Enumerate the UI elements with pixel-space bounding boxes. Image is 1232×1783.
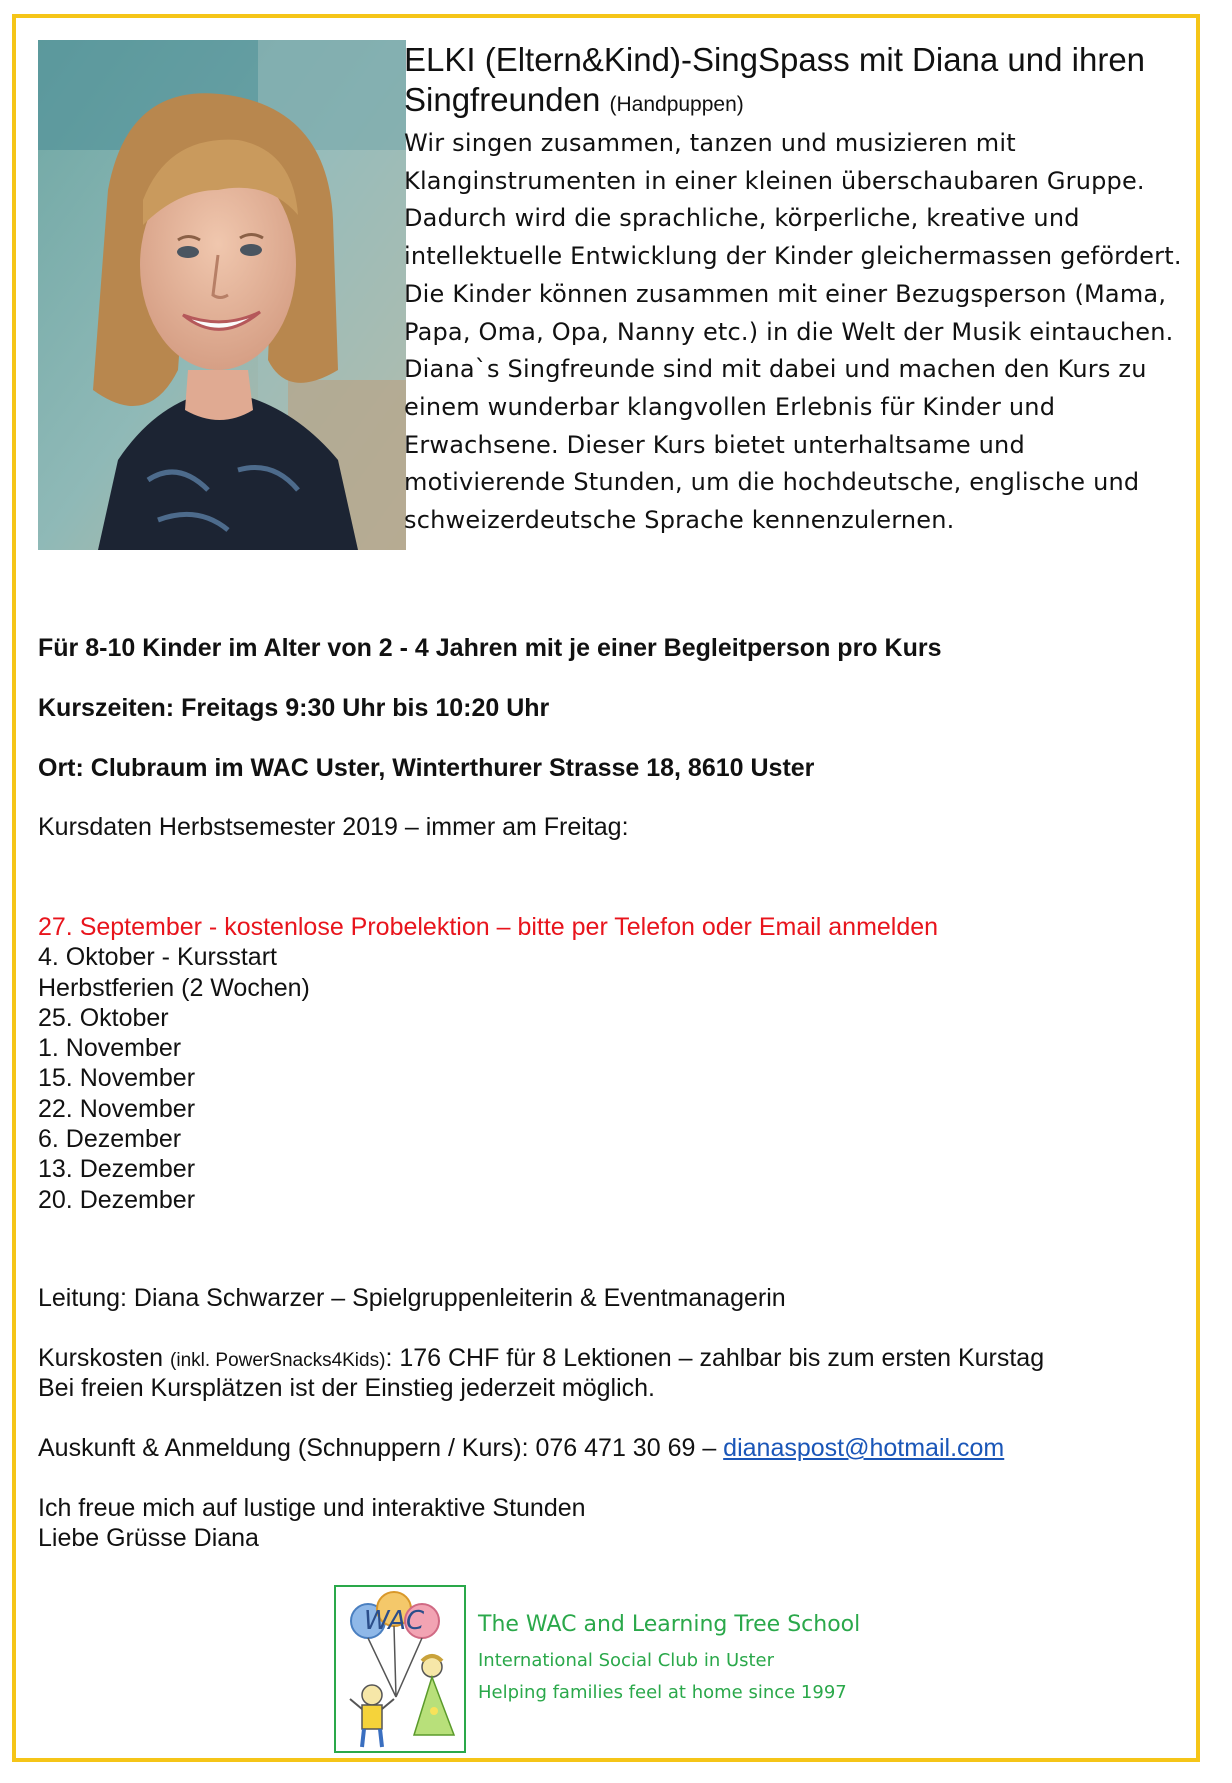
closing-line-2: Liebe Grüsse Diana <box>38 1524 259 1552</box>
course-description: Wir singen zusammen, tanzen und musizieren mit Klanginstrumenten in einer kleinen überschaubaren Gruppe. Dadurch wird die sprachliche, körperliche, kreative und intellektuelle Entwicklung der Kinder gleichermassen gefördert. Die Kinder können zusammen mit einer Bezugsperson (Mama, Papa, Oma, Opa, Nanny etc.) in die Welt der Musik eintauchen. Diana`s Singfreunde sind mit dabei und machen den Kurs zu einem wunderbar klangvollen Erlebnis für Kinder und Erwachsene. Dieser Kurs bietet unterhaltsame und motivierende Stunden, um die hochdeutsche, englische und schweizerdeutsche Sprache kennenzulernen. <box>404 129 1182 535</box>
course-location: Ort: Clubraum im WAC Uster, Winterthurer Strasse 18, 8610 Uster <box>38 754 815 782</box>
entry-note: Bei freien Kursplätzen ist der Einstieg jederzeit möglich. <box>38 1374 655 1402</box>
closing-line-1: Ich freue mich auf lustige und interaktive Stunden <box>38 1494 586 1522</box>
contact-line <box>38 1434 1004 1463</box>
course-title-note: (Handpuppen) <box>609 93 744 116</box>
course-cost <box>38 1344 1044 1373</box>
date-item: 25. Oktober <box>38 1003 169 1032</box>
cost-label: Kurskosten <box>38 1344 164 1372</box>
audience-line: Für 8-10 Kinder im Alter von 2 - 4 Jahren mit je einer Begleitperson pro Kurs <box>38 634 942 662</box>
school-subtitle: International Social Club in Uster <box>478 1650 775 1671</box>
flyer-page <box>12 14 1200 1762</box>
trial-lesson-date: 27. September - kostenlose Probelektion – bitte per Telefon oder Email anmelden <box>38 913 939 941</box>
cost-note: (inkl. PowerSnacks4Kids) <box>170 1350 386 1371</box>
date-item: 4. Oktober - Kursstart <box>38 943 277 972</box>
school-tagline: Helping families feel at home since 1997 <box>478 1682 847 1703</box>
portrait-photo <box>38 40 406 550</box>
date-item: 22. November <box>38 1094 196 1123</box>
date-item: 20. Dezember <box>38 1185 196 1214</box>
date-item: 1. November <box>38 1034 182 1063</box>
school-name: The WAC and Learning Tree School <box>478 1612 861 1637</box>
wac-logo <box>334 1585 466 1753</box>
dates-heading: Kursdaten Herbstsemester 2019 – immer am Freitag: <box>38 813 629 841</box>
email-link[interactable]: dianaspost@hotmail.com <box>723 1434 1005 1462</box>
course-title <box>404 40 1204 125</box>
logo-badge-text: WAC <box>363 1606 425 1636</box>
course-leader: Leitung: Diana Schwarzer – Spielgruppenleiterin & Eventmanagerin <box>38 1284 786 1312</box>
contact-text: Auskunft & Anmeldung (Schnuppern / Kurs): 076 471 30 69 – <box>38 1434 724 1462</box>
intro-section <box>404 40 1204 540</box>
date-item: 15. November <box>38 1064 196 1093</box>
date-item: 13. Dezember <box>38 1155 196 1184</box>
logo-text <box>478 1612 860 1709</box>
course-times: Kurszeiten: Freitags 9:30 Uhr bis 10:20 Uhr <box>38 694 550 722</box>
date-item: Herbstferien (2 Wochen) <box>38 973 310 1002</box>
course-dates-list <box>38 912 938 1215</box>
course-title-main: ELKI (Eltern&Kind)-SingSpass mit Diana und ihren Singfreunden <box>404 41 1146 118</box>
cost-value: : 176 CHF für 8 Lektionen – zahlbar bis zum ersten Kurstag <box>385 1344 1045 1372</box>
date-item: 6. Dezember <box>38 1125 182 1154</box>
